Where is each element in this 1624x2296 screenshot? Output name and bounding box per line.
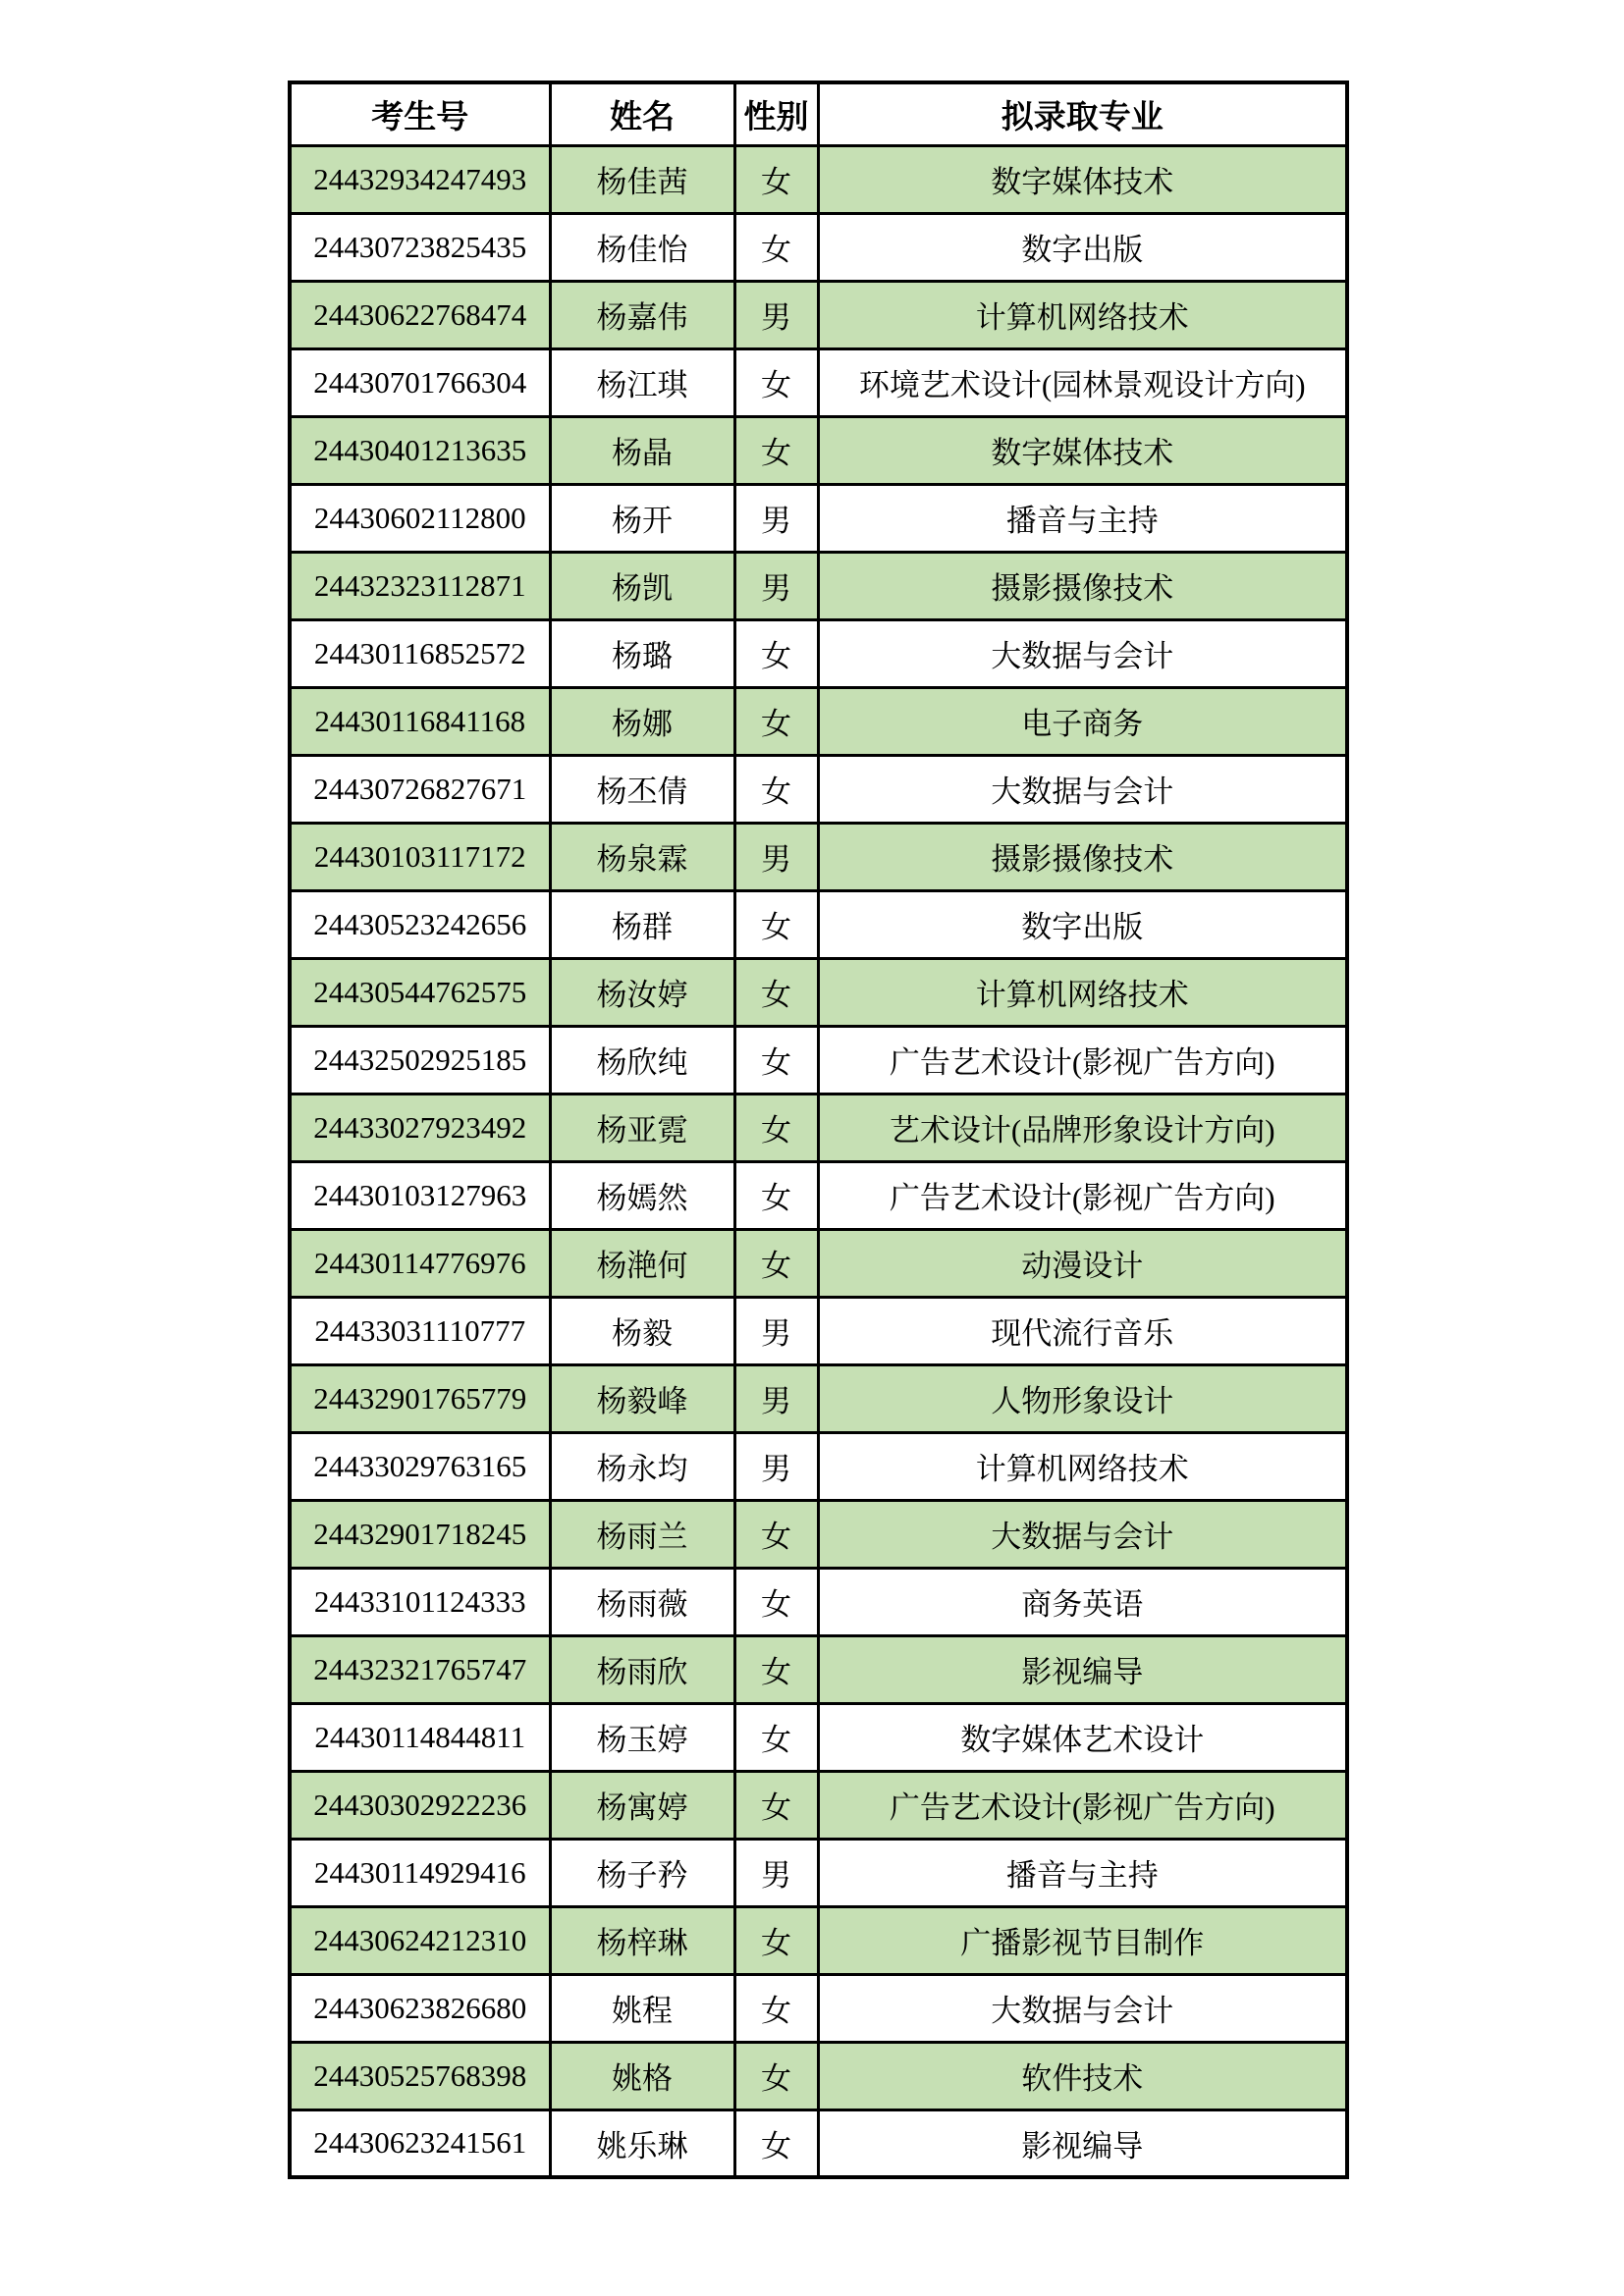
major-cell: 数字媒体技术 xyxy=(818,416,1347,484)
name-cell: 杨凯 xyxy=(550,552,734,619)
name-cell: 杨佳怡 xyxy=(550,213,734,281)
name-cell: 杨嘉伟 xyxy=(550,281,734,348)
table-row xyxy=(290,416,1347,484)
major-cell: 商务英语 xyxy=(818,1568,1347,1635)
candidate-number-cell: 24430114844811 xyxy=(290,1703,550,1771)
table-row xyxy=(290,1703,1347,1771)
table-row xyxy=(290,281,1347,348)
major-cell: 大数据与会计 xyxy=(818,1500,1347,1568)
major-cell: 广告艺术设计(影视广告方向) xyxy=(818,1771,1347,1839)
candidate-number-cell: 24430114929416 xyxy=(290,1839,550,1906)
table-row xyxy=(290,687,1347,755)
table-row xyxy=(290,1026,1347,1094)
table-row xyxy=(290,552,1347,619)
candidate-number-cell: 24430624212310 xyxy=(290,1906,550,1974)
gender-cell: 男 xyxy=(734,1364,818,1432)
gender-cell: 男 xyxy=(734,281,818,348)
gender-cell: 女 xyxy=(734,755,818,823)
name-cell: 杨雨兰 xyxy=(550,1500,734,1568)
major-cell: 大数据与会计 xyxy=(818,755,1347,823)
candidate-number-cell: 24432323112871 xyxy=(290,552,550,619)
name-cell: 杨丕倩 xyxy=(550,755,734,823)
name-cell: 杨娜 xyxy=(550,687,734,755)
header-gender: 性别 xyxy=(734,82,818,145)
table-row xyxy=(290,213,1347,281)
candidate-number-cell: 24430726827671 xyxy=(290,755,550,823)
name-cell: 杨江琪 xyxy=(550,348,734,416)
name-cell: 杨寓婷 xyxy=(550,1771,734,1839)
name-cell: 杨汝婷 xyxy=(550,958,734,1026)
name-cell: 杨永均 xyxy=(550,1432,734,1500)
name-cell: 杨嫣然 xyxy=(550,1161,734,1229)
gender-cell: 女 xyxy=(734,1500,818,1568)
major-cell: 大数据与会计 xyxy=(818,619,1347,687)
major-cell: 影视编导 xyxy=(818,1635,1347,1703)
major-cell: 摄影摄像技术 xyxy=(818,552,1347,619)
gender-cell: 女 xyxy=(734,1906,818,1974)
gender-cell: 女 xyxy=(734,145,818,213)
name-cell: 杨佳茜 xyxy=(550,145,734,213)
table-row xyxy=(290,1771,1347,1839)
table-row xyxy=(290,2109,1347,2177)
candidate-number-cell: 24430622768474 xyxy=(290,281,550,348)
table-row xyxy=(290,1635,1347,1703)
candidate-number-cell: 24433031110777 xyxy=(290,1297,550,1364)
gender-cell: 女 xyxy=(734,1568,818,1635)
table-row xyxy=(290,1500,1347,1568)
candidate-number-cell: 24432934247493 xyxy=(290,145,550,213)
major-cell: 数字出版 xyxy=(818,213,1347,281)
major-cell: 播音与主持 xyxy=(818,484,1347,552)
name-cell: 杨欣纯 xyxy=(550,1026,734,1094)
table-row xyxy=(290,1094,1347,1161)
candidate-number-cell: 24430103117172 xyxy=(290,823,550,890)
candidate-number-cell: 24432901765779 xyxy=(290,1364,550,1432)
candidate-number-cell: 24430116852572 xyxy=(290,619,550,687)
gender-cell: 男 xyxy=(734,484,818,552)
name-cell: 杨子矜 xyxy=(550,1839,734,1906)
major-cell: 影视编导 xyxy=(818,2109,1347,2177)
major-cell: 摄影摄像技术 xyxy=(818,823,1347,890)
gender-cell: 男 xyxy=(734,1432,818,1500)
gender-cell: 女 xyxy=(734,2109,818,2177)
table-row xyxy=(290,348,1347,416)
name-cell: 姚乐琳 xyxy=(550,2109,734,2177)
major-cell: 广告艺术设计(影视广告方向) xyxy=(818,1026,1347,1094)
header-name: 姓名 xyxy=(550,82,734,145)
major-cell: 数字媒体艺术设计 xyxy=(818,1703,1347,1771)
gender-cell: 女 xyxy=(734,1026,818,1094)
gender-cell: 女 xyxy=(734,1161,818,1229)
major-cell: 广播影视节目制作 xyxy=(818,1906,1347,1974)
candidate-number-cell: 24430302922236 xyxy=(290,1771,550,1839)
candidate-number-cell: 24430723825435 xyxy=(290,213,550,281)
major-cell: 计算机网络技术 xyxy=(818,958,1347,1026)
gender-cell: 女 xyxy=(734,1974,818,2042)
gender-cell: 女 xyxy=(734,2042,818,2109)
name-cell: 杨璐 xyxy=(550,619,734,687)
major-cell: 大数据与会计 xyxy=(818,1974,1347,2042)
candidate-number-cell: 24430114776976 xyxy=(290,1229,550,1297)
table-row xyxy=(290,958,1347,1026)
table-header xyxy=(290,82,1347,145)
gender-cell: 女 xyxy=(734,890,818,958)
candidate-number-cell: 24430701766304 xyxy=(290,348,550,416)
name-cell: 杨毅峰 xyxy=(550,1364,734,1432)
gender-cell: 女 xyxy=(734,1771,818,1839)
header-row xyxy=(290,82,1347,145)
major-cell: 广告艺术设计(影视广告方向) xyxy=(818,1161,1347,1229)
table-body xyxy=(290,145,1347,2177)
table-row xyxy=(290,755,1347,823)
gender-cell: 女 xyxy=(734,687,818,755)
candidate-number-cell: 24430623826680 xyxy=(290,1974,550,2042)
name-cell: 杨晶 xyxy=(550,416,734,484)
gender-cell: 女 xyxy=(734,1229,818,1297)
header-major: 拟录取专业 xyxy=(818,82,1347,145)
table-row xyxy=(290,1974,1347,2042)
candidate-number-cell: 24433029763165 xyxy=(290,1432,550,1500)
major-cell: 电子商务 xyxy=(818,687,1347,755)
gender-cell: 女 xyxy=(734,1703,818,1771)
table-row xyxy=(290,484,1347,552)
name-cell: 姚格 xyxy=(550,2042,734,2109)
gender-cell: 女 xyxy=(734,1635,818,1703)
table-row xyxy=(290,1297,1347,1364)
candidate-number-cell: 24430623241561 xyxy=(290,2109,550,2177)
name-cell: 杨梓琳 xyxy=(550,1906,734,1974)
candidate-number-cell: 24430401213635 xyxy=(290,416,550,484)
name-cell: 杨亚霓 xyxy=(550,1094,734,1161)
candidate-number-cell: 24433101124333 xyxy=(290,1568,550,1635)
gender-cell: 女 xyxy=(734,348,818,416)
major-cell: 数字出版 xyxy=(818,890,1347,958)
table-row xyxy=(290,1432,1347,1500)
name-cell: 杨毅 xyxy=(550,1297,734,1364)
gender-cell: 男 xyxy=(734,1839,818,1906)
major-cell: 播音与主持 xyxy=(818,1839,1347,1906)
table-row xyxy=(290,145,1347,213)
major-cell: 计算机网络技术 xyxy=(818,1432,1347,1500)
gender-cell: 男 xyxy=(734,1297,818,1364)
gender-cell: 女 xyxy=(734,213,818,281)
table-row xyxy=(290,1229,1347,1297)
name-cell: 杨玉婷 xyxy=(550,1703,734,1771)
table-row xyxy=(290,1906,1347,1974)
table-row xyxy=(290,1839,1347,1906)
candidate-number-cell: 24432502925185 xyxy=(290,1026,550,1094)
major-cell: 数字媒体技术 xyxy=(818,145,1347,213)
table-row xyxy=(290,2042,1347,2109)
name-cell: 杨雨欣 xyxy=(550,1635,734,1703)
table-row xyxy=(290,890,1347,958)
candidate-number-cell: 24432901718245 xyxy=(290,1500,550,1568)
gender-cell: 女 xyxy=(734,416,818,484)
gender-cell: 女 xyxy=(734,619,818,687)
candidate-number-cell: 24430103127963 xyxy=(290,1161,550,1229)
table-row xyxy=(290,619,1347,687)
gender-cell: 男 xyxy=(734,823,818,890)
major-cell: 动漫设计 xyxy=(818,1229,1347,1297)
table-row xyxy=(290,1568,1347,1635)
name-cell: 杨群 xyxy=(550,890,734,958)
gender-cell: 女 xyxy=(734,958,818,1026)
header-candidate-number: 考生号 xyxy=(290,82,550,145)
major-cell: 环境艺术设计(园林景观设计方向) xyxy=(818,348,1347,416)
candidate-number-cell: 24430602112800 xyxy=(290,484,550,552)
major-cell: 计算机网络技术 xyxy=(818,281,1347,348)
candidate-number-cell: 24430525768398 xyxy=(290,2042,550,2109)
table-row xyxy=(290,823,1347,890)
name-cell: 杨开 xyxy=(550,484,734,552)
major-cell: 软件技术 xyxy=(818,2042,1347,2109)
major-cell: 人物形象设计 xyxy=(818,1364,1347,1432)
candidate-number-cell: 24430116841168 xyxy=(290,687,550,755)
table-row xyxy=(290,1364,1347,1432)
name-cell: 姚程 xyxy=(550,1974,734,2042)
gender-cell: 女 xyxy=(734,1094,818,1161)
name-cell: 杨泉霖 xyxy=(550,823,734,890)
major-cell: 艺术设计(品牌形象设计方向) xyxy=(818,1094,1347,1161)
candidate-number-cell: 24432321765747 xyxy=(290,1635,550,1703)
candidate-number-cell: 24430544762575 xyxy=(290,958,550,1026)
candidate-number-cell: 24430523242656 xyxy=(290,890,550,958)
major-cell: 现代流行音乐 xyxy=(818,1297,1347,1364)
candidate-number-cell: 24433027923492 xyxy=(290,1094,550,1161)
name-cell: 杨雨薇 xyxy=(550,1568,734,1635)
table-row xyxy=(290,1161,1347,1229)
admission-table xyxy=(288,80,1349,2179)
name-cell: 杨滟何 xyxy=(550,1229,734,1297)
gender-cell: 男 xyxy=(734,552,818,619)
